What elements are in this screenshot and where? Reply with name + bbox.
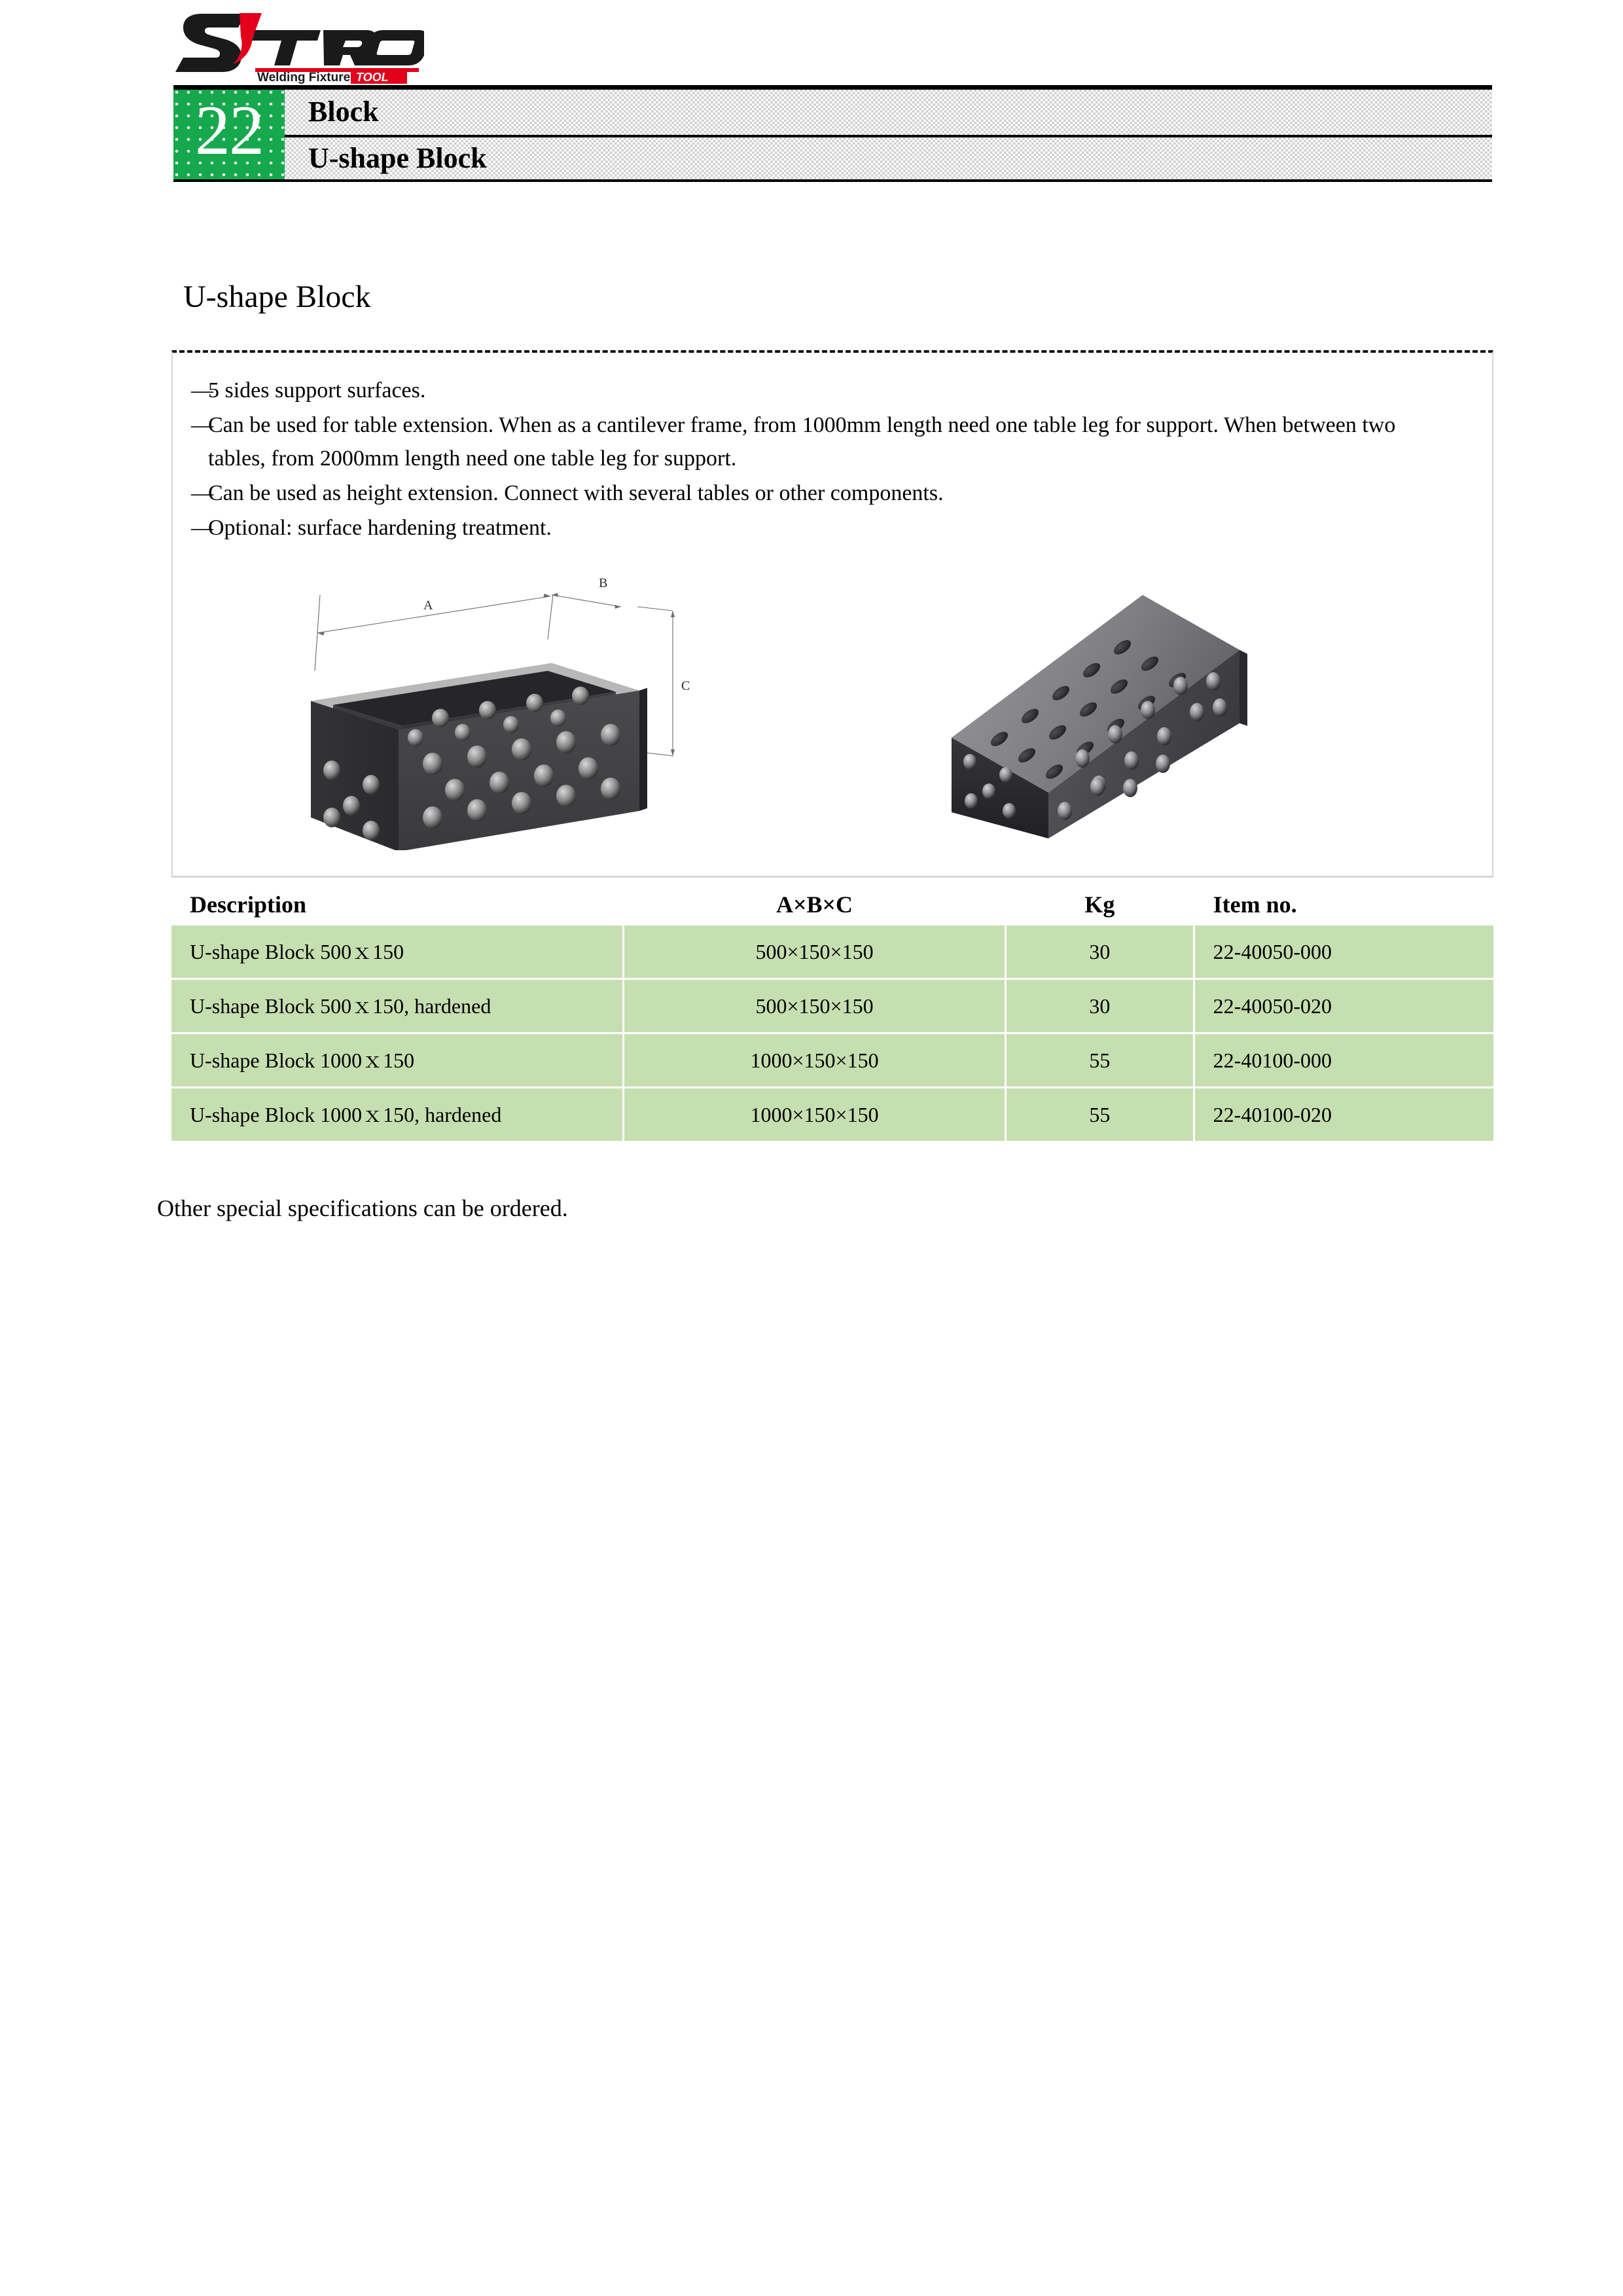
chapter-title-panel [285,90,1492,179]
chapter-number-text: 22 [195,91,263,170]
list-item [191,374,1454,407]
company-logo [175,12,424,84]
cell-kg: 30 [1007,925,1193,978]
svg-text:TOOL: TOOL [356,71,389,84]
cell-kg: 55 [1007,1034,1193,1086]
column-header-kg: Kg [1084,891,1115,918]
technical-drawing-graphic [281,556,700,850]
svg-text:A: A [423,598,433,613]
chapter-subcategory-label: U-shape Block [308,141,487,174]
page-title: U-shape Block [183,279,371,314]
strong-tool-logo-graphic [175,12,424,84]
cell-kg: 30 [1007,980,1193,1032]
list-item-label: 5 sides support surfaces. [208,378,426,403]
bullet-marker: — [191,413,213,437]
render-graphic [912,569,1279,844]
cell-dimensions: 500×150×150 [624,980,1005,1032]
cell-item-no: 22-40050-020 [1195,980,1493,1032]
cell-dimensions: 1000×150×150 [624,1088,1005,1141]
column-header-dimensions: A×B×C [776,891,853,918]
cell-dimensions: 1000×150×150 [624,1034,1005,1086]
u-shape-block-dimensioned-drawing [281,556,700,850]
table-row[interactable] [171,1034,1493,1086]
product-illustrations [173,549,1495,870]
cell-item-no: 22-40100-000 [1195,1034,1493,1086]
table-row[interactable] [171,925,1493,978]
list-item [191,511,1454,545]
cell-kg: 55 [1007,1088,1193,1141]
bullet-marker: — [191,378,213,403]
svg-text:C: C [681,679,690,693]
table-row[interactable] [171,980,1493,1032]
feature-bullet-list [191,374,1454,546]
cell-description: U-shape Block 500ｘ150, hardened [171,980,622,1032]
list-item-label: Can be used for table extension. When as a cantilever frame, from 1000mm length need one table leg for support. When between two tables, from 2000mm length need one table leg for support. [208,413,1396,471]
cell-description: U-shape Block 1000ｘ150 [171,1034,622,1086]
cell-item-no: 22-40050-000 [1195,925,1493,978]
specifications-table [171,884,1493,1143]
u-shape-block-3d-render [912,569,1279,844]
column-header-item-no: Item no. [1213,891,1297,918]
cell-description: U-shape Block 1000ｘ150, hardened [171,1088,622,1141]
svg-text:B: B [599,576,608,590]
list-item [191,408,1454,475]
cell-item-no: 22-40100-020 [1195,1088,1493,1141]
product-feature-box [171,350,1493,878]
table-header-row [171,884,1493,925]
list-item [191,476,1454,510]
chapter-category-row [285,90,1492,135]
bullet-marker: — [191,516,213,540]
list-item-label: Optional: surface hardening treatment. [208,516,552,540]
chapter-header [173,85,1492,182]
cell-description: U-shape Block 500ｘ150 [171,925,622,978]
order-note: Other special specifications can be ordered. [157,1195,568,1221]
cell-dimensions: 500×150×150 [624,925,1005,978]
chapter-number-badge [173,90,285,179]
table-row[interactable] [171,1088,1493,1141]
column-header-description: Description [190,891,306,918]
svg-text:Welding Fixture: Welding Fixture [257,71,351,84]
chapter-category-label: Block [308,96,379,128]
chapter-subcategory-row [285,135,1492,180]
list-item-label: Can be used as height extension. Connect with several tables or other components. [208,481,944,505]
bullet-marker: — [191,481,213,505]
